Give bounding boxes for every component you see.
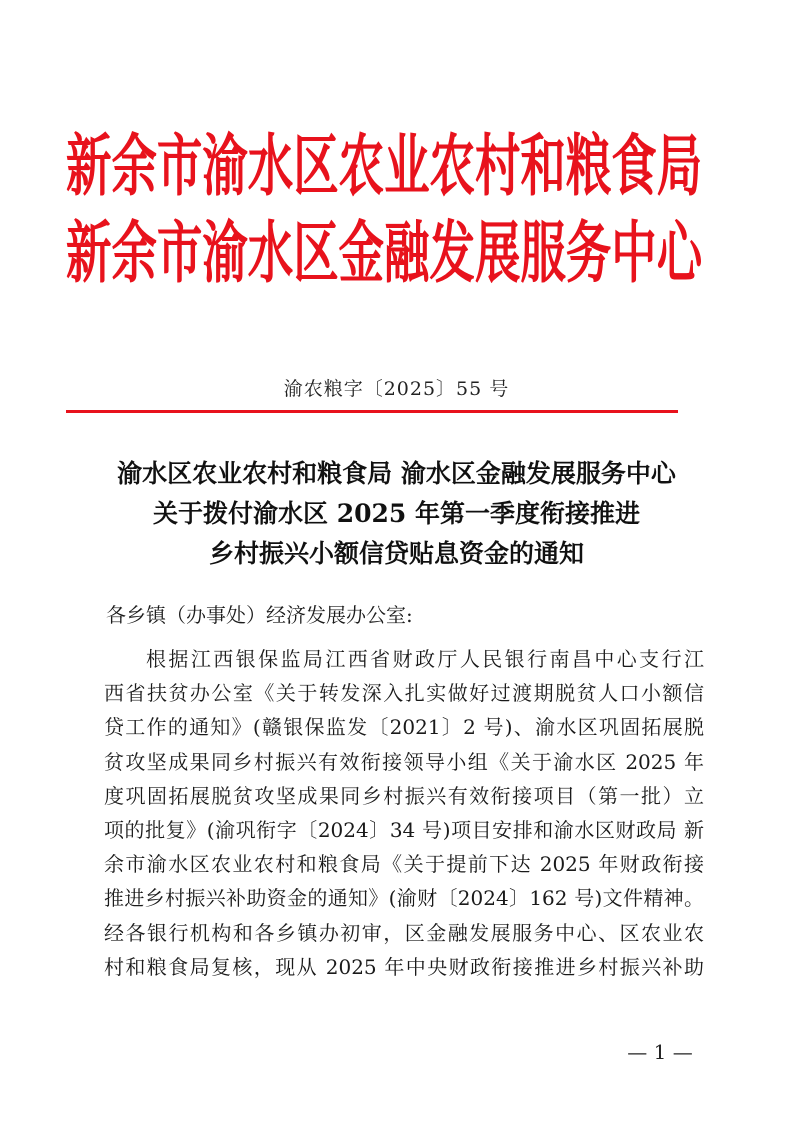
- body-paragraph: [104, 642, 704, 984]
- body-line: 余市渝水区农业农村和粮食局《关于提前下达 2025 年财政衔接: [104, 852, 704, 877]
- red-divider-line: [66, 410, 678, 413]
- body-line: 经各银行机构和各乡镇办初审，区金融发展服务中心、区农业农: [104, 920, 704, 945]
- document-title: [0, 454, 793, 574]
- body-line: 项的批复》(渝巩衔字〔2024〕34 号)项目安排和渝水区财政局 新: [104, 817, 704, 842]
- title-line-3: 乡村振兴小额信贷贴息资金的通知: [208, 539, 584, 568]
- body-line: 贫攻坚成果同乡村振兴有效衔接领导小组《关于渝水区 2025 年: [104, 749, 704, 774]
- title-line-1: 渝水区农业农村和粮食局 渝水区金融发展服务中心: [117, 459, 676, 488]
- body-line: 度巩固拓展脱贫攻坚成果同乡村振兴有效衔接项目（第一批）立: [104, 783, 704, 808]
- page-number: — 1 —: [627, 1040, 693, 1064]
- title-line-2: 关于拨付渝水区 2025 年第一季度衔接推进: [153, 499, 640, 528]
- body-line: 西省扶贫办公室《关于转发深入扎实做好过渡期脱贫人口小额信: [104, 681, 704, 706]
- body-line: 根据江西银保监局江西省财政厅人民银行南昌中心支行江: [146, 647, 704, 671]
- body-line: 村和粮食局复核，现从 2025 年中央财政衔接推进乡村振兴补助: [104, 954, 704, 979]
- document-number: 渝农粮字〔2025〕55 号: [283, 378, 510, 400]
- salutation: 各乡镇（办事处）经济发展办公室:: [106, 603, 413, 627]
- issuing-org-2: 新余市渝水区金融发展服务中心: [66, 215, 703, 294]
- body-line: 贷工作的通知》(赣银保监发〔2021〕2 号)、渝水区巩固拓展脱: [104, 715, 704, 740]
- issuing-org-1: 新余市渝水区农业农村和粮食局: [66, 128, 703, 207]
- body-line: 推进乡村振兴补助资金的通知》(渝财〔2024〕162 号)文件精神。: [104, 886, 704, 911]
